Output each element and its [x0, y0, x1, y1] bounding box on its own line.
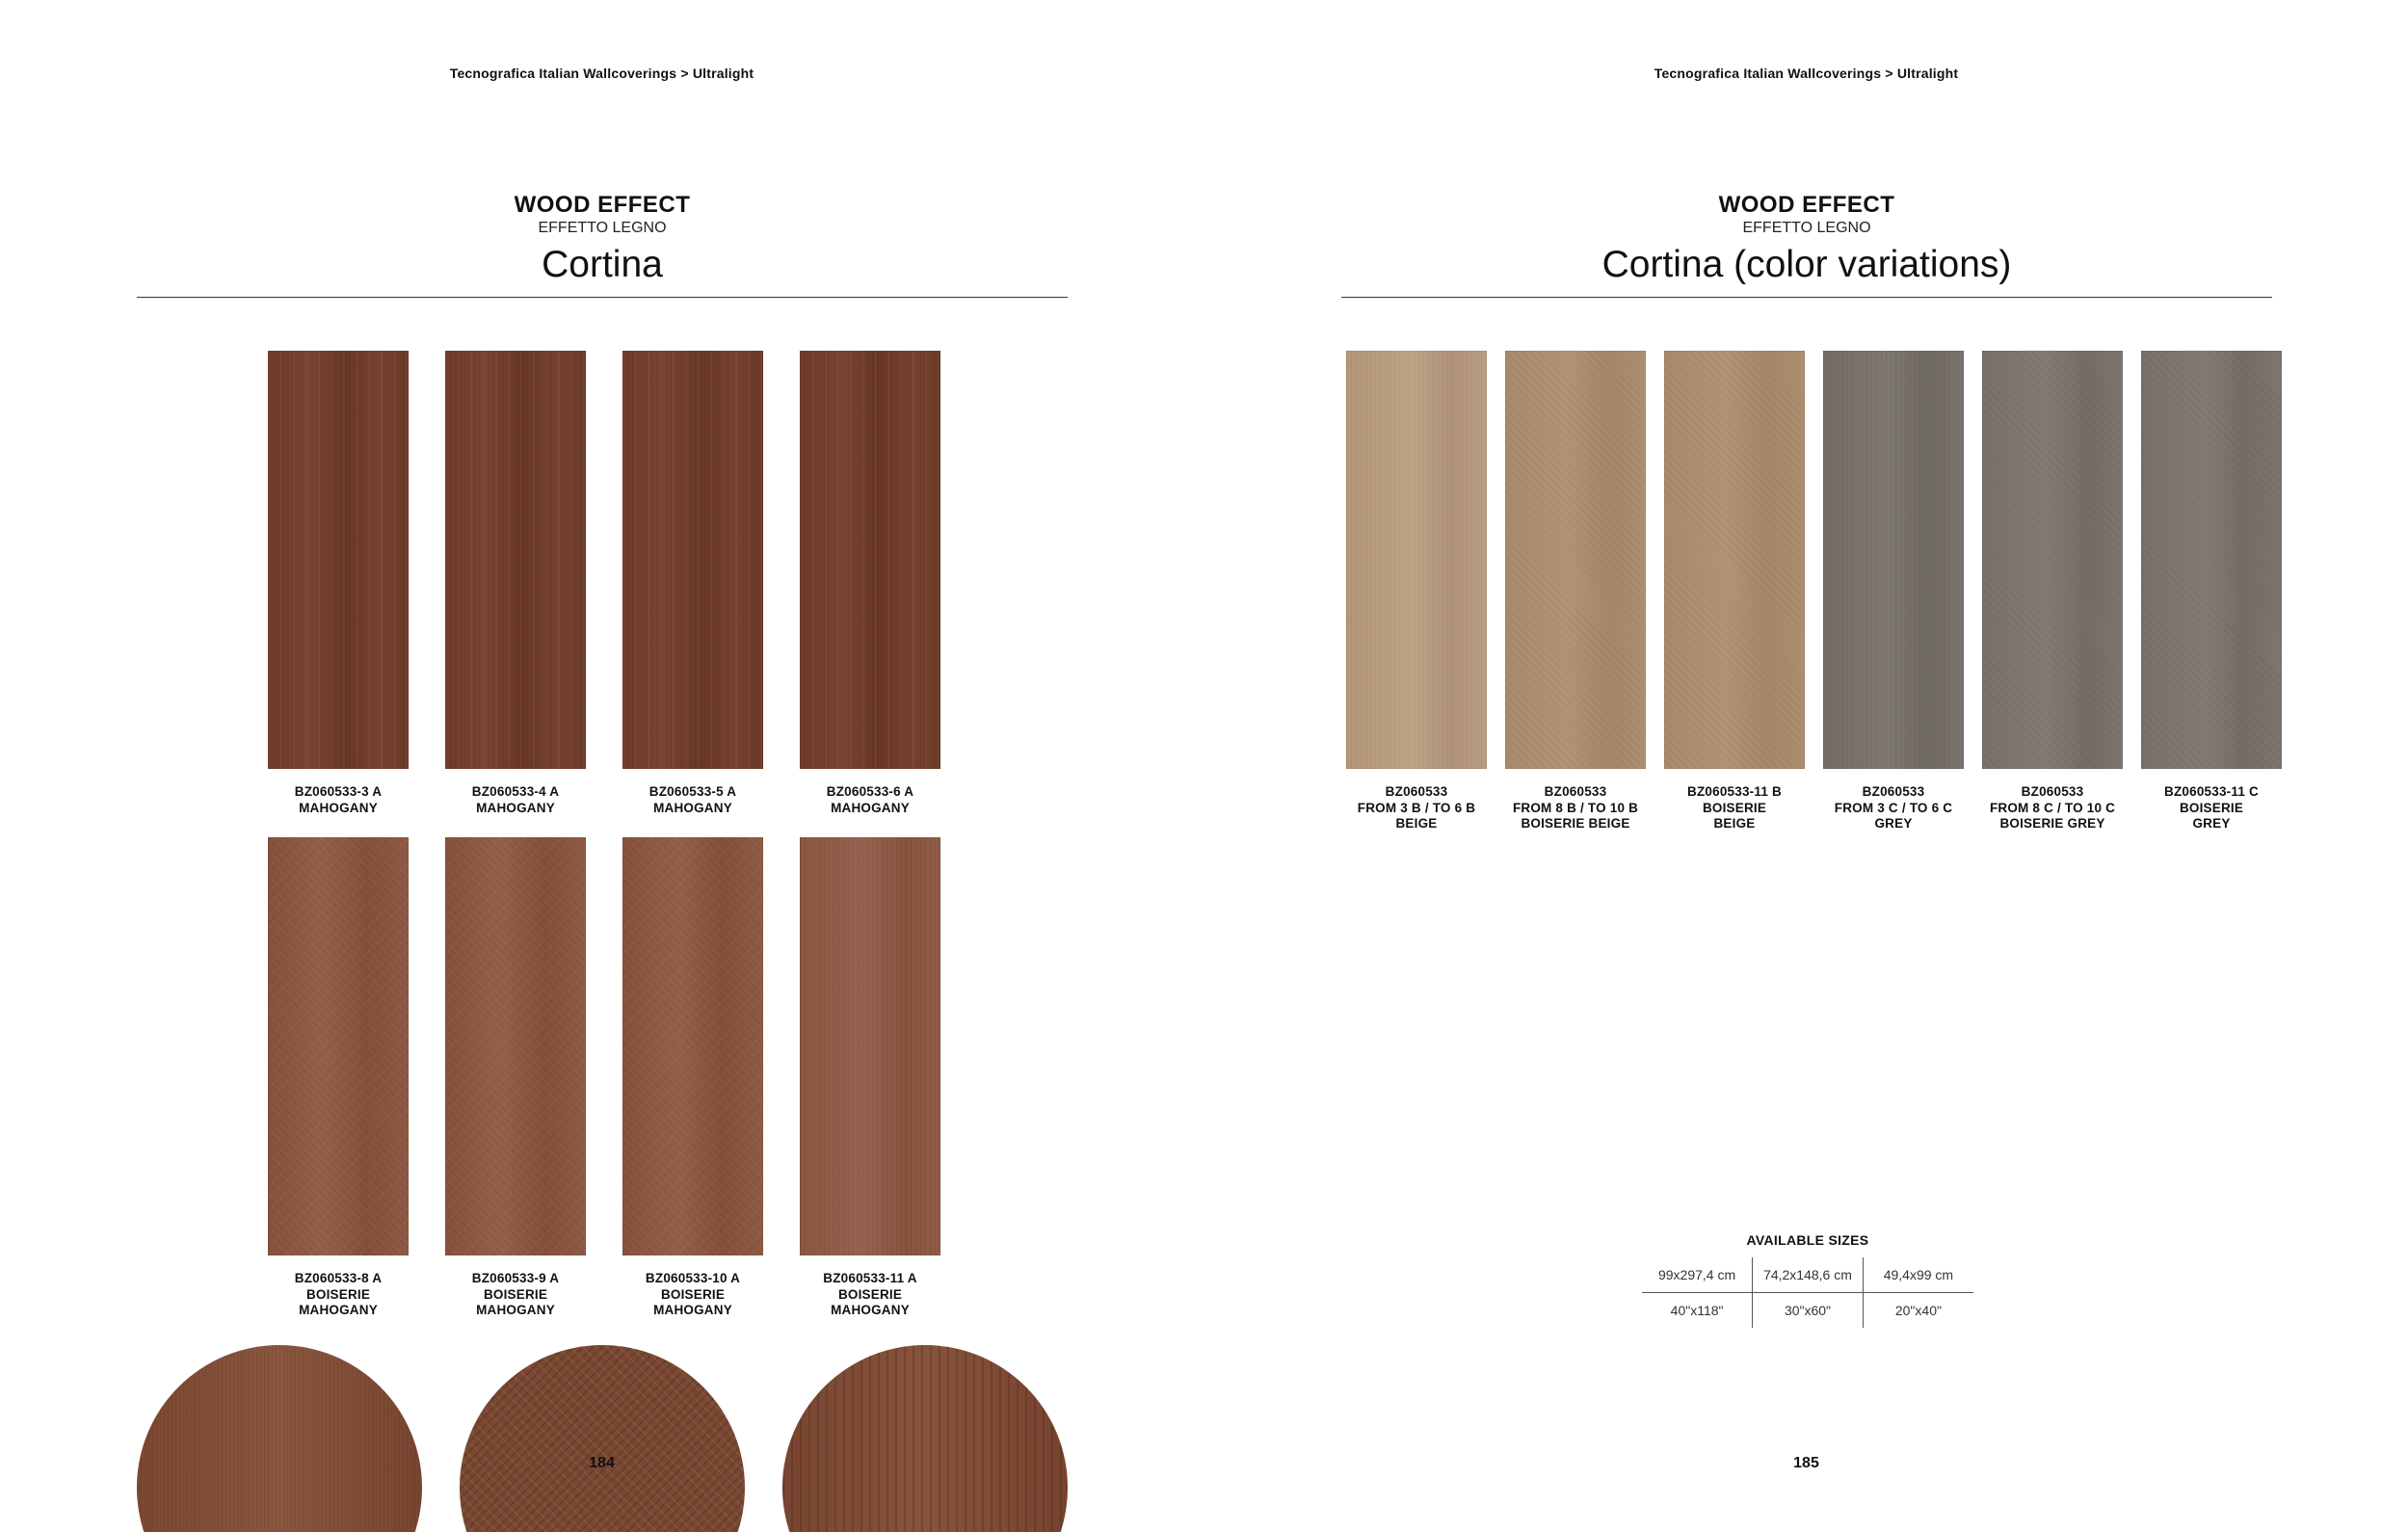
sizes-title: AVAILABLE SIZES: [1746, 1232, 1869, 1248]
swatch-caption: [779, 1271, 962, 1319]
swatch-caption-line: FROM 3 C / TO 6 C: [1834, 800, 1953, 815]
swatch-caption-line: BOISERIE: [660, 1286, 726, 1302]
swatch-caption-line: MAHOGANY: [299, 800, 378, 815]
size-metric-large: 99x297,4 cm: [1642, 1257, 1753, 1293]
swatch-caption-line: BZ060533-11 B: [1687, 784, 1782, 799]
swatch-caption: [1325, 784, 1508, 832]
category-heading: WOOD EFFECT: [1718, 192, 1895, 218]
swatch-caption-line: MAHOGANY: [299, 1303, 378, 1317]
page-title: Cortina: [542, 244, 663, 285]
title-divider: [1341, 297, 2272, 298]
swatch-caption-line: MAHOGANY: [653, 1303, 732, 1317]
swatch-caption: [601, 1271, 784, 1319]
swatch-image: [268, 351, 409, 769]
swatch-caption: [1643, 784, 1826, 832]
page-header: [137, 191, 1068, 298]
category-heading: WOOD EFFECT: [514, 192, 691, 218]
swatch-caption-line: GREY: [2192, 816, 2231, 831]
sizes-table: [1642, 1257, 1973, 1328]
swatch-image: [800, 837, 940, 1255]
page-title: Cortina (color variations): [1601, 244, 2012, 285]
swatch-caption-line: BZ060533-11 C: [2164, 784, 2259, 799]
swatch-caption: [779, 784, 962, 816]
swatch-caption: [601, 784, 784, 816]
swatch-caption-line: BZ060533-6 A: [826, 784, 914, 799]
swatch-caption-line: BEIGE: [1713, 816, 1756, 831]
swatch-caption-line: BZ060533: [1544, 784, 1607, 799]
swatch-caption-line: BOISERIE GREY: [1999, 816, 2105, 831]
swatch-caption: [424, 1271, 607, 1319]
swatch-image: [1346, 351, 1487, 769]
swatch-caption-line: BZ060533-4 A: [471, 784, 560, 799]
swatch-caption: [1484, 784, 1667, 832]
swatch-caption: [247, 784, 430, 816]
swatch-caption-line: BOISERIE: [305, 1286, 371, 1302]
swatch-caption-line: BZ060533-11 A: [823, 1271, 917, 1285]
breadcrumb: Tecnografica Italian Wallcoverings > Ultralight: [449, 66, 754, 81]
swatch-caption-line: MAHOGANY: [831, 800, 910, 815]
swatch-image: [1664, 351, 1805, 769]
swatch-caption-line: GREY: [1874, 816, 1913, 831]
swatch-image: [1505, 351, 1646, 769]
subcategory-heading: EFFETTO LEGNO: [538, 220, 667, 236]
title-divider: [137, 297, 1068, 298]
right-page: [1204, 0, 2408, 1532]
swatch-caption-line: BOISERIE: [1702, 800, 1767, 815]
swatch-image: [268, 837, 409, 1255]
swatch-caption-line: BZ060533-10 A: [645, 1271, 741, 1285]
size-imperial-small: 20"x40": [1863, 1293, 1973, 1329]
swatch-caption-line: BOISERIE: [483, 1286, 548, 1302]
breadcrumb: Tecnografica Italian Wallcoverings > Ultralight: [1654, 66, 1959, 81]
detail-circle-fluted-wood: [782, 1345, 1068, 1532]
swatch-image: [800, 351, 940, 769]
page-number: 185: [1793, 1455, 1819, 1471]
swatch-caption-line: BEIGE: [1395, 816, 1438, 831]
sizes-row-imperial: [1642, 1293, 1973, 1329]
swatch-image: [445, 837, 586, 1255]
detail-circle-chevron-wood: [460, 1345, 745, 1532]
swatch-image: [622, 351, 763, 769]
swatch-image: [445, 351, 586, 769]
swatch-caption-line: MAHOGANY: [653, 800, 732, 815]
size-imperial-large: 40"x118": [1670, 1303, 1724, 1318]
swatch-caption-line: BZ060533-9 A: [471, 1271, 560, 1285]
swatch-caption-line: BOISERIE: [2179, 800, 2244, 815]
swatch-caption-line: BOISERIE BEIGE: [1521, 816, 1630, 831]
swatch-image: [2141, 351, 2282, 769]
swatch-caption: [247, 1271, 430, 1319]
swatch-caption-line: MAHOGANY: [476, 800, 555, 815]
swatch-caption-line: BZ060533: [1862, 784, 1925, 799]
page-number: 184: [589, 1455, 615, 1471]
swatch-image: [1823, 351, 1964, 769]
swatch-image: [1982, 351, 2123, 769]
swatch-caption-line: MAHOGANY: [831, 1303, 910, 1317]
sizes-row-metric: [1642, 1257, 1973, 1293]
size-metric-medium: 74,2x148,6 cm: [1753, 1257, 1864, 1293]
swatch-caption-line: BZ060533-8 A: [294, 1271, 383, 1285]
swatch-caption-line: BZ060533-3 A: [294, 784, 383, 799]
swatch-caption: [1802, 784, 1985, 832]
swatch-caption: [1961, 784, 2144, 832]
swatch-caption-line: BZ060533-5 A: [648, 784, 737, 799]
size-imperial-medium: 30"x60": [1753, 1293, 1864, 1329]
swatch-image: [622, 837, 763, 1255]
swatch-caption-line: BOISERIE: [837, 1286, 903, 1302]
swatch-caption-line: FROM 8 B / TO 10 B: [1512, 800, 1639, 815]
size-metric-small: 49,4x99 cm: [1863, 1257, 1973, 1293]
swatch-caption-line: FROM 8 C / TO 10 C: [1989, 800, 2116, 815]
subcategory-heading: EFFETTO LEGNO: [1742, 220, 1871, 236]
detail-circle-plain-wood: [137, 1345, 422, 1532]
swatch-caption-line: MAHOGANY: [476, 1303, 555, 1317]
available-sizes: [1642, 1232, 1973, 1328]
swatch-caption: [2120, 784, 2303, 832]
swatch-caption-line: BZ060533: [2021, 784, 2084, 799]
page-header: [1341, 191, 2272, 298]
swatch-caption: [424, 784, 607, 816]
swatch-caption-line: BZ060533: [1385, 784, 1448, 799]
swatch-caption-line: FROM 3 B / TO 6 B: [1357, 800, 1476, 815]
